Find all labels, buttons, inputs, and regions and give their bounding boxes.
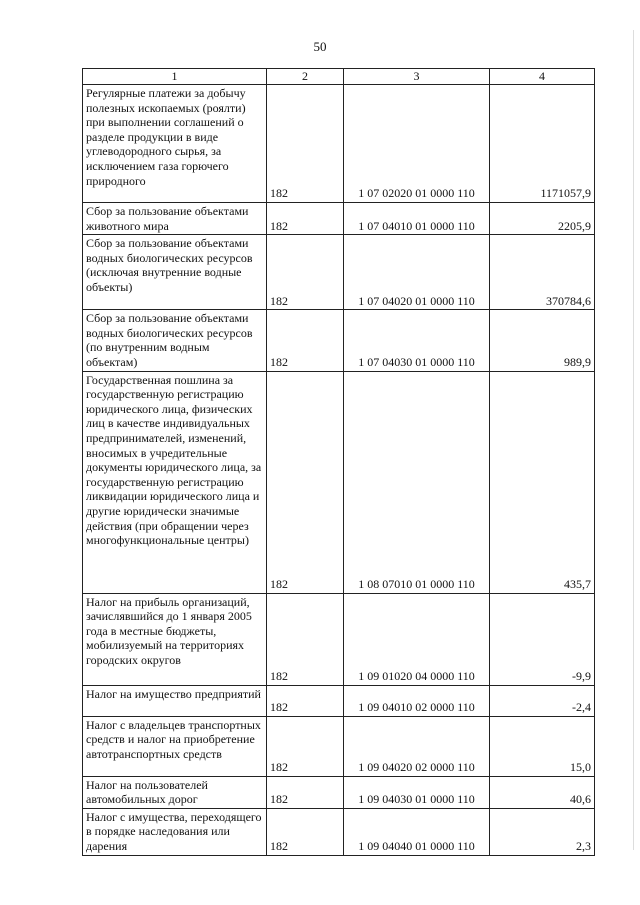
table-row [83,716,595,776]
budget-classification-code: 1 09 04020 02 0000 110 [344,716,490,776]
revenue-name: Налог на пользователей автомобильных дорог [83,776,267,808]
amount: 15,0 [490,716,595,776]
admin-code: 182 [267,685,344,716]
table-row [83,371,595,593]
admin-code: 182 [267,593,344,685]
table-row [83,685,595,716]
budget-classification-code: 1 07 04030 01 0000 110 [344,310,490,371]
revenue-name: Государственная пошлина за государственную регистрацию юридического лица, физических лиц в качестве индивидуальных предпринимателей, изменений, вносимых в учредительные документы юридического лица, за государственную регистрацию ликвидации юридического лица и другие юридически значимые действия (при обращении через многофункциональные центры) [83,371,267,593]
budget-classification-code: 1 09 01020 04 0000 110 [344,593,490,685]
revenue-name: Налог на имущество предприятий [83,685,267,716]
table-row [83,776,595,808]
column-header-2: 2 [267,69,344,85]
admin-code: 182 [267,203,344,235]
column-header-1: 1 [83,69,267,85]
amount: 1171057,9 [490,85,595,203]
admin-code: 182 [267,310,344,371]
amount: 40,6 [490,776,595,808]
amount: 2,3 [490,808,595,855]
revenue-table [82,68,595,856]
column-header-4: 4 [490,69,595,85]
table-row [83,235,595,310]
budget-classification-code: 1 07 02020 01 0000 110 [344,85,490,203]
admin-code: 182 [267,235,344,310]
budget-classification-code: 1 07 04010 01 0000 110 [344,203,490,235]
admin-code: 182 [267,716,344,776]
budget-classification-code: 1 09 04040 01 0000 110 [344,808,490,855]
revenue-name: Налог с имущества, переходящего в порядке наследования или дарения [83,808,267,855]
amount: 989,9 [490,310,595,371]
table-row [83,808,595,855]
budget-classification-code: 1 07 04020 01 0000 110 [344,235,490,310]
table-row [83,203,595,235]
page-number: 50 [313,39,327,54]
admin-code: 182 [267,776,344,808]
admin-code: 182 [267,371,344,593]
revenue-name: Сбор за пользование объектами водных биологических ресурсов (по внутренним водным объектам) [83,310,267,371]
revenue-name: Сбор за пользование объектами животного мира [83,203,267,235]
table-row [83,310,595,371]
amount: -2,4 [490,685,595,716]
amount: 435,7 [490,371,595,593]
table-row [83,85,595,203]
scan-edge [633,30,634,850]
revenue-name: Налог с владельцев транспортных средств и налог на приобретение автотранспортных средств [83,716,267,776]
admin-code: 182 [267,808,344,855]
budget-classification-code: 1 08 07010 01 0000 110 [344,371,490,593]
budget-classification-code: 1 09 04030 01 0000 110 [344,776,490,808]
revenue-name: Налог на прибыль организаций, зачислявшийся до 1 января 2005 года в местные бюджеты, мобилизуемый на территориях городских округов [83,593,267,685]
amount: 370784,6 [490,235,595,310]
column-number-row [83,69,595,85]
revenue-name: Сбор за пользование объектами водных биологических ресурсов (исключая внутренние водные объекты) [83,235,267,310]
revenue-name: Регулярные платежи за добычу полезных ископаемых (роялти) при выполнении соглашений о разделе продукции в виде углеводородного сырья, за исключением газа горючего природного [83,85,267,203]
budget-classification-code: 1 09 04010 02 0000 110 [344,685,490,716]
table-row [83,593,595,685]
column-header-3: 3 [344,69,490,85]
amount: 2205,9 [490,203,595,235]
amount: -9,9 [490,593,595,685]
admin-code: 182 [267,85,344,203]
